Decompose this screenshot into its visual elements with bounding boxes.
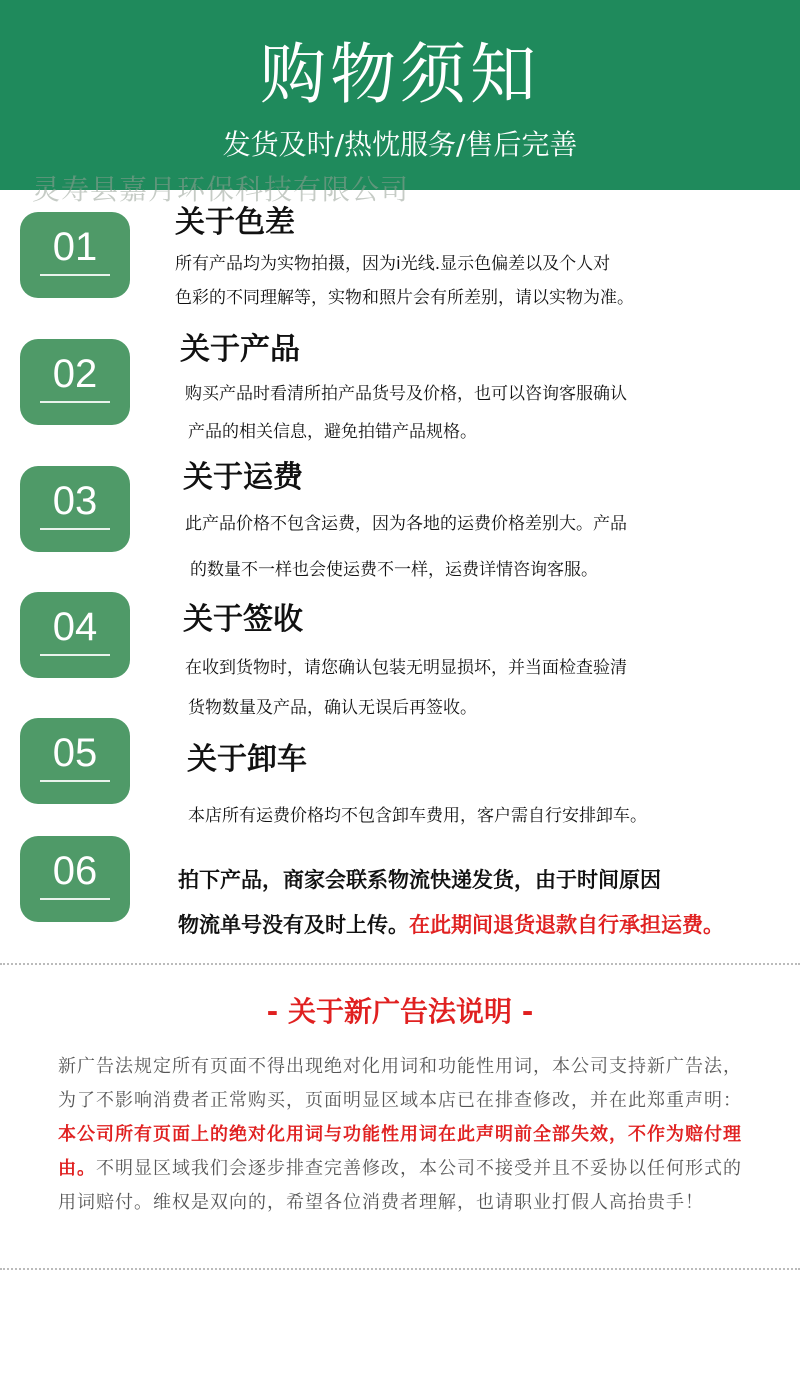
ad-law-text: 新广告法规定所有页面不得出现绝对化用词和功能性用词，本公司支持新广告法，为了不影响消费者正常购买，页面明显区域本店已在排查修改，并在此郑重声明： [58,1056,742,1111]
section-text-line: 在收到货物时，请您确认包装无明显损坏，并当面检查验清 [185,658,627,678]
section-title: 关于运费 [183,460,303,495]
ad-law-title: - 关于新广告法说明 - [266,995,534,1028]
section-text-line: 所有产品均为实物拍摄，因为i光线.显示色偏差以及个人对 [175,254,611,274]
section-number: 04 [52,605,98,649]
badge-underline [40,401,110,403]
section-text-line: 色彩的不同理解等，实物和照片会有所差别，请以实物为准。 [175,288,634,308]
section-text-line: 的数量不一样也会使运费不一样，运费详情咨询客服。 [190,560,598,580]
badge-underline [40,780,110,782]
section-badge-06 [20,836,130,922]
dotted-divider [0,963,800,965]
company-watermark: 灵寿县嘉月环保科技有限公司 [32,173,410,206]
section-text-line [178,910,724,940]
badge-underline [40,898,110,900]
section-title: 关于签收 [183,602,303,637]
section-badge-05 [20,718,130,804]
section-title: 关于卸车 [187,742,307,777]
section-badge-04 [20,592,130,678]
section-text-line: 货物数量及产品，确认无误后再签收。 [188,698,477,718]
section-text-line: 拍下产品，商家会联系物流快递发货，由于时间原因 [178,868,661,892]
page-subtitle: 发货及时/热忱服务/售后完善 [222,128,578,161]
section-number: 03 [52,479,98,523]
section-number: 06 [52,849,98,893]
section-number: 02 [52,352,98,396]
badge-underline [40,274,110,276]
header-banner [0,0,800,190]
badge-underline [40,528,110,530]
notice-text: 物流单号没有及时上传。 [178,913,409,937]
section-badge-01 [20,212,130,298]
section-text-line: 购买产品时看清所拍产品货号及价格，也可以咨询客服确认 [185,384,627,404]
section-badge-03 [20,466,130,552]
section-text-line: 本店所有运费价格均不包含卸车费用，客户需自行安排卸车。 [188,806,647,826]
ad-law-highlight: 本公司所有页面上的绝对化用词与功能性用词在此声明前全部失效，不作为赔付理由。 [58,1124,742,1179]
section-title: 关于色差 [175,205,295,240]
ad-law-paragraph [58,1050,758,1220]
badge-underline [40,654,110,656]
section-number: 01 [52,225,98,269]
section-text-line: 产品的相关信息，避免拍错产品规格。 [188,422,477,442]
section-title: 关于产品 [180,332,300,367]
notice-warning-text: 在此期间退货退款自行承担运费。 [409,913,724,937]
section-number: 05 [52,731,98,775]
ad-law-text: 不明显区域我们会逐步排查完善修改，本公司不接受并且不妥协以任何形式的用词赔付。维权是双向的，希望各位消费者理解，也请职业打假人高抬贵手！ [58,1158,742,1213]
page-title: 购物须知 [260,36,540,113]
dotted-divider [0,1268,800,1270]
section-badge-02 [20,339,130,425]
section-text-line: 此产品价格不包含运费，因为各地的运费价格差别大。产品 [185,514,627,534]
